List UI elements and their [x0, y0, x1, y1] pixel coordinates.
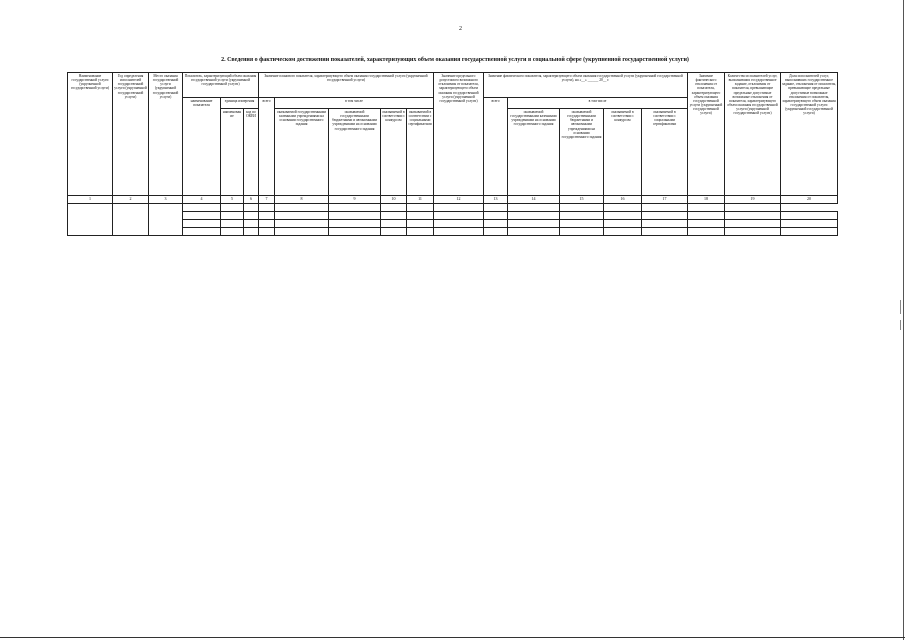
column-number: 14: [508, 196, 560, 204]
column-number: 11: [407, 196, 434, 204]
table-cell: [508, 219, 560, 227]
table-cell: [688, 211, 725, 219]
header-unit-name: наименование: [221, 109, 244, 196]
column-number: 15: [560, 196, 604, 204]
table-cell: [221, 211, 244, 219]
table-cell: [508, 227, 560, 235]
table-cell: [434, 203, 484, 211]
header-planned-konkurs: оказываемой в соответствии с конкурсом: [381, 109, 407, 196]
section-title: 2. Сведения о фактическом достижении показателей, характеризующих объем оказания государственной услуги в социальной сфере (укрупненной государственной услуги): [221, 57, 689, 63]
table-cell: [244, 203, 259, 211]
header-actual-kazennye: оказываемой государственными казенными учреждениями на основании государственного задания: [508, 109, 560, 196]
table-cell: [329, 227, 381, 235]
column-number: 2: [113, 196, 149, 204]
table-cell: [259, 203, 275, 211]
table-cell: [275, 219, 329, 227]
table-cell: [381, 227, 407, 235]
header-actual-deviation: Значение фактического отклонения от показателя, характеризующего объем оказания государственной услуги (укрупненной государственной услуги): [688, 73, 725, 196]
table-cell: [244, 219, 259, 227]
column-number: 3: [149, 196, 183, 204]
table-cell: [560, 203, 604, 211]
table-cell: [604, 227, 642, 235]
table-cell: [725, 211, 781, 219]
table-cell: [725, 227, 781, 235]
table-cell: [259, 211, 275, 219]
scan-artifact-mark: [900, 300, 901, 314]
table-cell: [434, 211, 484, 219]
page-number: 2: [459, 26, 462, 32]
header-actual-budget: оказываемой государственными бюджетными и автономными учреждениями на основании государственного задания: [560, 109, 604, 196]
column-number: 16: [604, 196, 642, 204]
column-number: 12: [434, 196, 484, 204]
header-actual-group: Значение фактического показателя, характеризующего объем оказания государственной услуги (укрупненной государственной услуги), на «__» ______ 20__ г.: [484, 73, 688, 98]
table-cell: [434, 219, 484, 227]
table-cell: [484, 203, 508, 211]
column-number: 6: [244, 196, 259, 204]
header-planned-group: Значение планового показателя, характеризующего объем оказания государственной услуги (укрупненной государственной услуги): [259, 73, 434, 98]
table-cell: [275, 203, 329, 211]
table-cell: [642, 203, 688, 211]
table-cell: [183, 211, 221, 219]
table-cell: [259, 227, 275, 235]
table-cell: [781, 227, 838, 235]
header-unit-group: единица измерения: [221, 98, 259, 109]
column-number: 7: [259, 196, 275, 204]
header-planned-budget: оказываемой государственными бюджетными и автономными учреждениями на основании государственного задания: [329, 109, 381, 196]
table-cell: [221, 203, 244, 211]
column-number: 13: [484, 196, 508, 204]
table-cell: [560, 219, 604, 227]
table-cell: [688, 227, 725, 235]
header-unit-okei: код по ОКЕИ: [244, 109, 259, 196]
header-actual-konkurs: оказываемой в соответствии с конкурсом: [604, 109, 642, 196]
table-cell: [508, 203, 560, 211]
header-allowed-deviation: Значение предельного допустимого возможного отклонения от показателя, характеризующего объем оказания государственной услуги (укрупненной государственной услуги): [434, 73, 484, 196]
header-executors-count: Количество исполнителей услуг, выполнивших государственное задание, отклонения от показателя, превышающие предельные допустимые возможные отклонения от показателя, характеризующего объем оказания государственной услуги (укрупненной государственной услуги): [725, 73, 781, 196]
table-row: [68, 211, 838, 219]
table-cell: [725, 203, 781, 211]
table-cell: [604, 211, 642, 219]
column-number: 20: [781, 196, 838, 204]
header-year: Год определения исполнителей государственной услуги (укрупненной государственной услуги): [113, 73, 149, 196]
scan-edge-line: [903, 0, 904, 640]
scan-bottom-line: [0, 637, 905, 638]
table-cell: [244, 211, 259, 219]
table-cell: [183, 227, 221, 235]
header-actual-incl: в том числе: [508, 98, 688, 109]
table-cell: [183, 203, 221, 211]
table-cell: [642, 219, 688, 227]
header-planned-total: всего: [259, 98, 275, 196]
header-actual-certificates: оказываемой в соответствии с социальными сертификатами: [642, 109, 688, 196]
table-cell: [560, 211, 604, 219]
table-cell: [149, 203, 183, 235]
table-cell: [407, 219, 434, 227]
header-indicator-group: Показатель, характеризующий объем оказания государственной услуги (укрупненной государственной услуги): [183, 73, 259, 98]
table-cell: [113, 203, 149, 235]
table-cell: [381, 203, 407, 211]
table-cell: [221, 219, 244, 227]
column-number: 1: [68, 196, 113, 204]
table-cell: [688, 203, 725, 211]
column-number: 5: [221, 196, 244, 204]
table-cell: [68, 203, 113, 235]
table-cell: [329, 211, 381, 219]
table-cell: [642, 211, 688, 219]
table-cell: [183, 219, 221, 227]
table-cell: [221, 227, 244, 235]
header-planned-incl: в том числе: [275, 98, 434, 109]
table-cell: [781, 219, 838, 227]
table-cell: [604, 219, 642, 227]
column-number: 8: [275, 196, 329, 204]
table-cell: [244, 227, 259, 235]
table-cell: [604, 203, 642, 211]
table-cell: [329, 219, 381, 227]
column-number: 19: [725, 196, 781, 204]
table-cell: [560, 227, 604, 235]
table-cell: [381, 211, 407, 219]
column-number: 18: [688, 196, 725, 204]
table-cell: [434, 227, 484, 235]
column-number: 17: [642, 196, 688, 204]
scan-artifact-mark: [900, 320, 901, 330]
column-number: 4: [183, 196, 221, 204]
header-indicator-name: наименование показателя: [183, 98, 221, 196]
header-planned-kazennye: оказываемой государственными казенными учреждениями на основании государственного задания: [275, 109, 329, 196]
table-cell: [642, 227, 688, 235]
table-row: [68, 203, 838, 211]
table-cell: [484, 227, 508, 235]
table-cell: [508, 211, 560, 219]
header-planned-certificates: оказываемой в соответствии с социальными сертификатами: [407, 109, 434, 196]
header-actual-total: всего: [484, 98, 508, 196]
table-row: [68, 219, 838, 227]
column-number: 10: [381, 196, 407, 204]
header-service-name: Наименование государственной услуги (укрупненной государственной услуги): [68, 73, 113, 196]
table-cell: [407, 211, 434, 219]
table-cell: [381, 219, 407, 227]
table-cell: [329, 203, 381, 211]
table-cell: [275, 227, 329, 235]
table-row: [68, 227, 838, 235]
report-table: [67, 72, 838, 236]
table-cell: [484, 219, 508, 227]
table-cell: [275, 211, 329, 219]
column-number: 9: [329, 196, 381, 204]
table-cell: [407, 203, 434, 211]
table-cell: [407, 227, 434, 235]
table-cell: [259, 219, 275, 227]
table-cell: [781, 211, 838, 219]
header-place: Место оказания государственной услуги (укрупненной государственной услуги): [149, 73, 183, 196]
table-cell: [725, 219, 781, 227]
table-cell: [688, 219, 725, 227]
header-executors-share: Доля исполнителей услуг, выполнивших государственное задание, отклонения от показателя, превышающие предельные допустимые возможные отклонения от показателя, характеризующего объем оказания государственной услуги (укрупненной государственной услуги): [781, 73, 838, 196]
table-cell: [484, 211, 508, 219]
